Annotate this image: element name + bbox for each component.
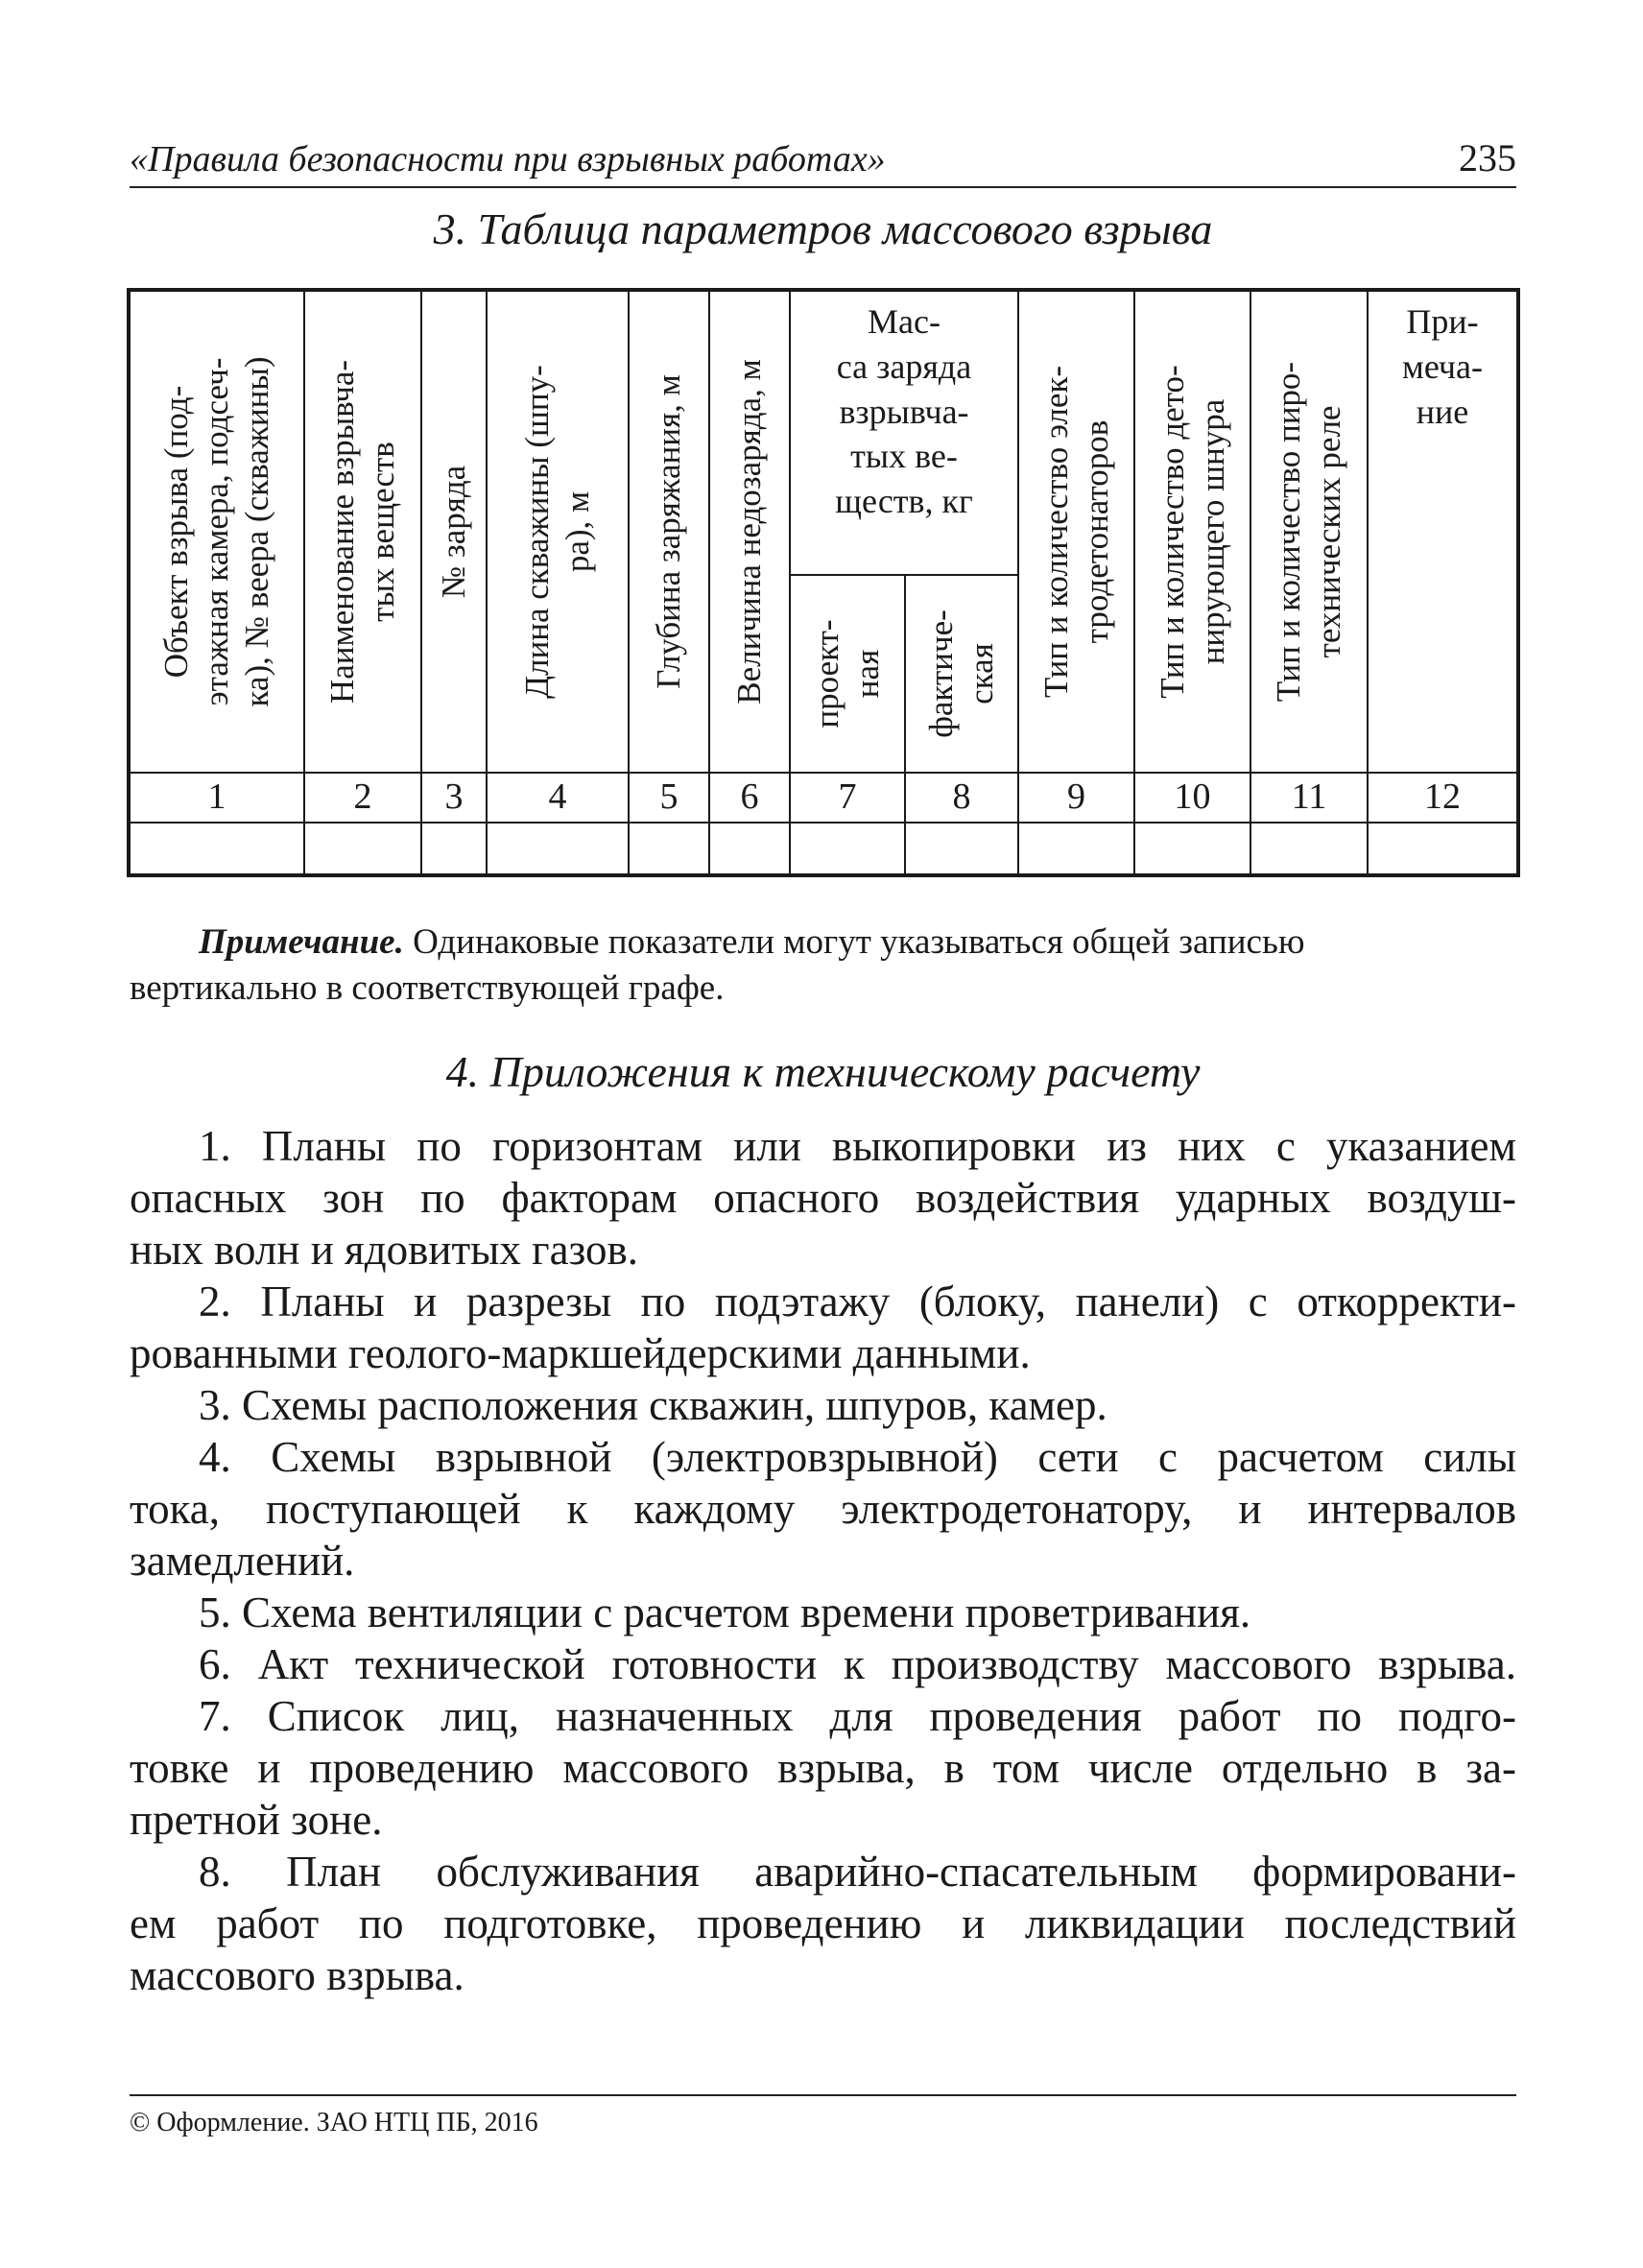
header-title: «Правила безопасности при взрывных работах» <box>130 139 886 179</box>
page-number: 235 <box>1459 136 1516 179</box>
col-header-7: проект- ная <box>790 575 905 773</box>
footer-rule <box>130 2094 1516 2096</box>
note-text-line-1: Одинаковые показатели могут указываться общей записью <box>403 922 1305 962</box>
col-number: 3 <box>421 773 487 823</box>
col-number: 8 <box>905 773 1018 823</box>
col-header-2: Наименование взрывча- тых веществ <box>304 290 421 773</box>
running-header <box>130 134 1516 188</box>
section-caption: 4. Приложения к техническому расчету <box>445 1047 1201 1096</box>
list-item: 4. Схемы взрывной (электровзрывной) сети с расчетом силы тока, поступающей к каждому электродетонатору, и интервалов замедлений. <box>130 1433 1516 1585</box>
col-number: 5 <box>629 773 709 823</box>
col-header-8: фактиче- ская <box>905 575 1018 773</box>
empty-cell <box>1134 823 1250 875</box>
col-header-11: Тип и количество пиро- технических реле <box>1250 290 1368 773</box>
list-item: 7. Список лиц, назначенных для проведения работ по подго- товке и проведению массового взрыва, в том числе отдельно в за- претной зоне. <box>130 1692 1516 1844</box>
col-header-10: Тип и количество дето- нирующего шнура <box>1134 290 1250 773</box>
empty-cell <box>304 823 421 875</box>
empty-cell <box>487 823 629 875</box>
list-item: 3. Схемы расположения скважин, шпуров, камер. <box>199 1381 1107 1429</box>
list-item: 5. Схема вентиляции с расчетом времени проветривания. <box>199 1588 1251 1636</box>
empty-cell <box>629 823 709 875</box>
col-header-6: Величина недозаряда, м <box>709 290 790 773</box>
note-label: Примечание. <box>199 922 404 962</box>
footer-copyright: © Оформление. ЗАО НТЦ ПБ, 2016 <box>130 2108 538 2137</box>
col-number: 12 <box>1368 773 1518 823</box>
mass-blast-parameters-table <box>127 288 1520 877</box>
col-header-4: Длина скважины (шпу- ра), м <box>487 290 629 773</box>
empty-cell <box>1018 823 1134 875</box>
column-number-row <box>129 773 1518 823</box>
col-number: 4 <box>487 773 629 823</box>
empty-cell <box>905 823 1018 875</box>
col-number: 11 <box>1250 773 1368 823</box>
col-number: 1 <box>129 773 304 823</box>
col-number: 9 <box>1018 773 1134 823</box>
empty-cell <box>709 823 790 875</box>
empty-cell <box>1250 823 1368 875</box>
empty-cell <box>790 823 905 875</box>
col-header-3: № заряда <box>421 290 487 773</box>
col-number: 7 <box>790 773 905 823</box>
empty-cell <box>129 823 304 875</box>
col-header-1: Объект взрыва (под- этажная камера, подсеч- ка), № веера (скважины) <box>129 290 304 773</box>
note-text-line-2: вертикально в соответствующей графе. <box>130 968 725 1009</box>
col-header-12: При- меча- ние <box>1368 290 1518 773</box>
list-item: 8. План обслуживания аварийно-спасательным формировани- ем работ по подготовке, проведению и ликвидации последствий массового взрыва. <box>130 1848 1516 1999</box>
col-number: 10 <box>1134 773 1250 823</box>
col-number: 6 <box>709 773 790 823</box>
col-header-5: Глубина заряжания, м <box>629 290 709 773</box>
col-header-mass-group: Мас- са заряда взрывча- тых ве- ществ, кг <box>790 290 1018 575</box>
empty-cell <box>1368 823 1518 875</box>
list-item: 6. Акт технической готовности к производству массового взрыва. <box>199 1640 1516 1688</box>
table-note <box>130 919 1516 1012</box>
col-number: 2 <box>304 773 421 823</box>
appendix-list <box>130 1120 1516 2001</box>
list-item: 1. Планы по горизонтам или выкопировки из них с указанием опасных зон по факторам опасного воздействия ударных воздуш- ных волн и ядовитых газов. <box>130 1122 1516 1274</box>
empty-data-row <box>129 823 1518 875</box>
empty-cell <box>421 823 487 875</box>
table-caption: 3. Таблица параметров массового взрыва <box>433 204 1213 253</box>
col-header-9: Тип и количество элек- тродетонаторов <box>1018 290 1134 773</box>
list-item: 2. Планы и разрезы по подэтажу (блоку, панели) с откорректи- рованными геолого-маркшейдерскими данными. <box>130 1277 1516 1377</box>
